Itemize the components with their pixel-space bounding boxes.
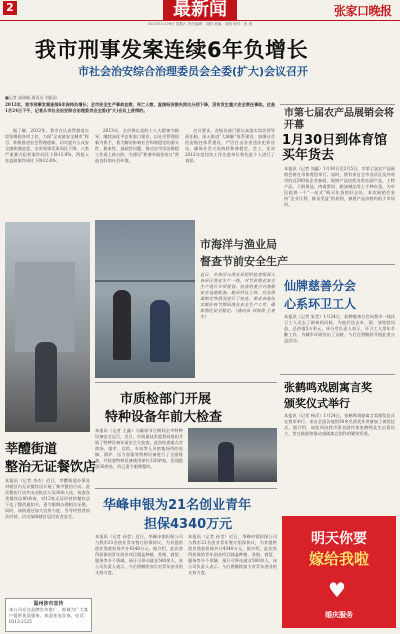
farm-fair-body: 本报讯（记者 刘鑫）1月30日至2月5日，市第七届农产品展销会将在市体育馆举行。届时，将有来自全市各县区及外省市的近200家企业参展，展销产品包括各类农副产品、土特产品、干鲜果品、肉禽蛋奶、粮油制品等上千种年货，为市民提供一个“一站式”购买年货的好去处。本次展销会坚持“企业让利、群众受益”的原则，参展产品价格均低于市场价。 — [284, 166, 395, 207]
fund-headline-2: 担保4340万元 — [144, 517, 233, 532]
charity-body: 本报讯（记者 朱莹）1月24日，仙牌慈善分会向我市一线环卫工人送去了新春的问候，为他们送去米、面、油等慰问品，总价值5万余元。该分会负责人表示，环卫工人常年辛勤工作，为城市环境作出了贡献，今后还将继续开展此类公益活动。 — [284, 314, 395, 343]
story-col1-text: 据了解，2012年，我市在认真贯彻落实综治维稳各项工作，力保“全省最安全城市”称号，积极推进社会管理创新，切实提升公众安全感和满意度。全市刑事发案同比下降，八类严重暴力犯罪案件同比下降13.9%，两抢入室盗窃案件同比下降12.6%。 — [5, 128, 89, 163]
quality-body-1: 本报讯（记者 王鑫）为确保节日期间全市特种设备安全运行，近日，市质量技术监督局组织开展了特种设备年前安全大检查。此次检查重点对商场、超市、宾馆、车站等人员密集场所的电梯、锅炉、压力容器等特种设备进行了全面排查，共检查特种设备使用单位120余家，发现隐患30余处，均已责令限期整改。 — [95, 428, 183, 469]
charity-headline-2: 心系环卫工人 — [284, 297, 357, 311]
fishery-headline-1: 市海洋与渔业局 — [200, 238, 277, 251]
fund-headline-1: 华峰申银为21名创业青年 — [103, 498, 252, 513]
street-headline-2: 整治无证餐饮店 — [5, 460, 97, 475]
story-col2-text: 2013年，全市将以党的十八大精神为指导，继续深化平安张家口建设，以社会管理创新为抓手，着力解决影响社会和谐稳定的源头性、根本性、基础性问题，推动全市综治维稳工作再上新台阶，为建设“和谐幸福张家口”营造良好的社会环境。 — [95, 128, 179, 163]
fishery-body: 近日，市海洋与渔业局组织检查组深入各县区渔业生产一线，对节前渔业安全生产进行专项督查。检查组重点对渔船安全设施配备、船员持证上岗、应急预案制定等情况进行了检查，要求各地切实做好春节期间渔业安全生产工作，确保渔区安全稳定。（通讯员 刘海涛 王春生） — [200, 272, 275, 319]
charity-divider — [280, 264, 395, 265]
figure-1 — [113, 290, 131, 360]
award-headline-1: 张鹤鸣戏剧寓言奖 — [284, 381, 372, 394]
ad-tag: 婚庆服务 — [325, 611, 353, 619]
award-body: 本报讯（记者 杨洋）1月24日，张鹤鸣戏剧寓言奖颁奖仪式在我市举行。来自全国各地的30余名获奖作者参加了颁奖仪式。据介绍，该奖项由我市著名剧作家张鹤鸣先生出资设立，旨在鼓励和推动戏剧寓言创作的繁荣发展。 — [284, 413, 395, 436]
farm-fair-headline: 1月30日到体育馆买年货去 — [282, 133, 388, 163]
ad-line-1: 明天你要 — [311, 531, 367, 547]
award-headline-2: 颁奖仪式举行 — [284, 397, 350, 410]
person — [35, 342, 57, 422]
figure-2 — [150, 300, 170, 362]
fund-body-2: 本报讯（记者 孙莹）近日，华峰申银担保公司与我市21名创业青年签订担保协议，为其提供创业贷款担保共计4340万元。据介绍，此次获得担保的青年创业项目涵盖种植、养殖、商贸、服务等多个领域，预计可带动就业500余人。该公司负责人表示，今后将继续加大对青年创业的支持力度。 — [188, 534, 277, 575]
ad-heart-icon: ♥ — [328, 578, 346, 602]
promo-box — [5, 598, 92, 632]
main-headline: 我市刑事发案连续6年负增长 — [35, 38, 309, 62]
street-photo — [5, 222, 90, 432]
ad-line-2: 嫁给我啦 — [308, 550, 369, 568]
story-column-2 — [95, 128, 179, 218]
masthead — [0, 0, 400, 26]
quality-divider — [95, 382, 277, 383]
fishery-photo — [95, 220, 195, 378]
promo-body: 本公司专注品牌宣传推广，竭诚为广大客户提供优质服务。欢迎来电咨询。电话：0313-2125 — [9, 607, 88, 624]
right-top-divider — [280, 104, 395, 105]
fund-body-1: 本报讯（记者 孙莹）近日，华峰申银担保公司与我市21名创业青年签订担保协议，为其提供创业贷款担保共计4340万元。据介绍，此次获得担保的青年创业项目涵盖种植、养殖、商贸、服务等多个领域，预计可带动就业500余人。该公司负责人表示，今后将继续加大对青年创业的支持力度。 — [95, 534, 183, 575]
farm-fair-kicker: 市第七届农产品展销会将开幕 — [284, 108, 394, 131]
lead-paragraph: 2012年，我市刑事发案连续6年保持负增长；全市安全生产事故总数、死亡人数、直接经济损失同比分别下降，没有发生重大安全责任事故。这是1月24日下午，记者从市社会治安综合治理委员会全委(扩大)会议上获得的。 — [5, 102, 275, 113]
inspector-figure — [218, 442, 234, 482]
page-number: 2 — [3, 1, 17, 15]
charity-headline-1: 仙牌慈善分会 — [284, 279, 357, 293]
quality-headline-1: 市质检部门开展 — [120, 392, 212, 407]
section-title: 最新闻 — [163, 0, 237, 20]
award-divider — [280, 374, 395, 375]
street-headline-1: 莘醴街道 — [5, 442, 58, 457]
promo-title: 温州涉市宣传 — [33, 601, 64, 607]
sea-horizon — [95, 280, 195, 282]
story-column-3 — [185, 128, 275, 218]
story-column-1 — [5, 128, 89, 218]
story-col3-text: 会议要求，各级各部门要认真落实综治领导责任制，深入推进“大调解”体系建设，加强社会治安防控体系建设，严厉打击各类违法犯罪活动，确保社会大局持续和谐稳定。会上，还对2012年度综治工作先进单位和先进个人进行了表彰。 — [185, 128, 275, 163]
main-subheadline: 市社会治安综合治理委员会全委(扩大)会议召开 — [78, 65, 309, 78]
building — [15, 262, 75, 352]
masthead-rule — [0, 20, 400, 21]
byline: ■记者 高瑞峰 通讯员 刘振国 — [5, 95, 57, 100]
street-body: 本报讯（记者 李杰）近日，莘醴街道办事处对辖区内无证餐饮店开展了集中整治行动。此次整治行动共出动执法人员30余人次，检查各类餐饮店80余家，对12家无证经营的餐饮店下达了整改通知书，责令限期办理相关证照。同时，该街道还加大宣传力度，引导经营者依法经营，切实保障辖区居民饮食安全。 — [5, 478, 90, 519]
fund-divider — [95, 488, 277, 489]
fishery-headline-2: 督查节前安全生产 — [200, 255, 288, 268]
inspection-photo — [188, 428, 277, 482]
quality-headline-2: 特种设备年前大检查 — [105, 410, 223, 425]
wedding-ad — [282, 516, 396, 628]
newspaper-logo: 张家口晚报 — [334, 4, 392, 18]
masthead-info: 2013年1月26日 星期六 责任编辑：刘阳 美编：刘阳 校对：张 燕 — [147, 22, 253, 26]
